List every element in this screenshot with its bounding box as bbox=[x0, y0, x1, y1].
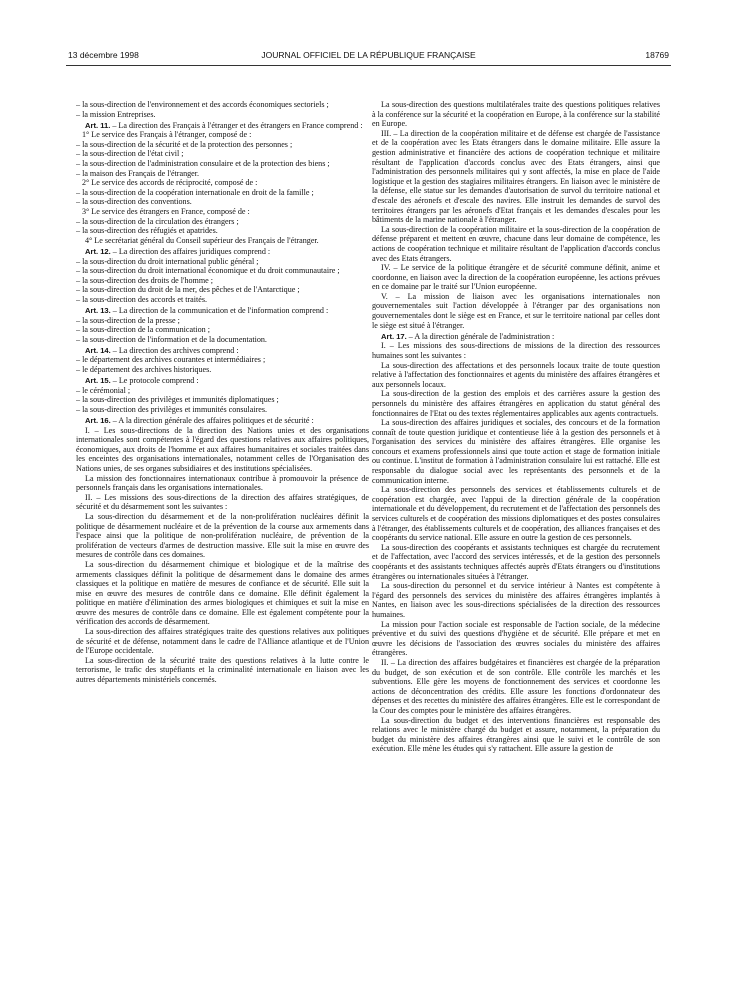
paragraph: II. – La direction des affaires budgétaires et financières est chargée de la préparation du budget, de son exécution et de son contrôle. Elle contrôle les marchés et les subventions. Elle gère les moyens de fonctionnement des services et coordonne les actions de déconcentration des crédits. Elle assure les fonctions d'ordonnateur des dépenses et des recettes du ministère des affaires étrangères. Elle est le correspondant de la Cour des comptes pour le ministère des affaires étrangères. bbox=[372, 657, 660, 715]
list-item: – la mission Entreprises. bbox=[76, 109, 156, 119]
list-item: – la maison des Français de l'étranger. bbox=[76, 168, 200, 178]
list-item: – la sous-direction de l'information et de la documentation. bbox=[76, 334, 267, 344]
article-label: Art. 14. bbox=[85, 345, 111, 355]
paragraph: La sous-direction de la sécurité traite des questions relatives à la lutte contre le terrorisme, le trafic des stupéfiants et la criminalité internationale en liaison avec les autres départements ministériels concernés. bbox=[76, 655, 369, 685]
paragraph: 1° Le service des Français à l'étranger, composé de : bbox=[82, 130, 252, 140]
list-item: – la sous-direction de l'administration consulaire et de la protection des biens ; bbox=[76, 159, 330, 169]
article-text: – A la direction générale des affaires politiques et de sécurité : bbox=[110, 416, 314, 425]
paragraph: V. – La mission de liaison avec les organisations internationales non gouvernementales suit l'action développée à l'étranger par des organisations non gouvernementales dont le siège est en France, et sur le territoire national par celles dont le siège est situé à l'étranger. bbox=[372, 291, 660, 330]
article-paragraph bbox=[76, 416, 369, 426]
list-item: – la sous-direction des privilèges et immunités consulaires. bbox=[76, 404, 268, 414]
list-item: – la sous-direction de la coopération internationale en droit de la famille ; bbox=[76, 187, 314, 197]
article-paragraph bbox=[76, 121, 369, 131]
paragraph: 4° Le secrétariat général du Conseil supérieur des Français de l'étranger. bbox=[85, 235, 319, 245]
article-paragraph bbox=[372, 332, 660, 342]
list-item: – la sous-direction de la presse ; bbox=[76, 315, 180, 325]
paragraph: La sous-direction des coopérants et assistants techniques est chargée du recrutement et de l'affectation, avec l'accord des services intéressés, et de la gestion des personnels coopérants et des assistants techniques affectés auprès d'Etats étrangers ou d'institutions étrangères ou internationales situées à l'étranger. bbox=[372, 542, 660, 581]
list-item: – la sous-direction des privilèges et immunités diplomatiques ; bbox=[76, 395, 279, 405]
paragraph: La sous-direction des affaires stratégiques traite des questions relatives aux politiques de sécurité et de défense, notamment dans le cadre de l'Alliance atlantique et de l'Union de l'Europe occidentale. bbox=[76, 627, 369, 656]
list-item: – la sous-direction de la circulation des étrangers ; bbox=[76, 216, 239, 226]
page-header bbox=[68, 50, 669, 64]
article-text: – La direction des archives comprend : bbox=[110, 345, 239, 355]
article-text: – La direction de la communication et de l'information comprend : bbox=[110, 305, 329, 315]
article-text: – La direction des affaires juridiques comprend : bbox=[110, 246, 271, 256]
paragraph: La sous-direction des personnels des services et établissements culturels et de coopération est chargée, avec l'appui de la direction générale de la coopération internationale et du développement, du recrutement et de l'affectation des personnels des services culturels et de coopération des missions diplomatiques et des postes consulaires à l'étranger, des établissements culturels et de coopération, des alliances françaises et des coopérants du service national. Elle assure en outre la gestion de ces personnels. bbox=[372, 485, 660, 543]
list-item: – la sous-direction des conventions. bbox=[76, 197, 192, 207]
article-label: Art. 17. bbox=[381, 331, 407, 341]
article-label: Art. 12. bbox=[85, 246, 111, 256]
list-item: – la sous-direction du droit international économique et du droit communautaire ; bbox=[76, 266, 340, 276]
paragraph: 2° Le service des accords de réciprocité, composé de : bbox=[82, 178, 258, 188]
list-item: – la sous-direction des accords et traités. bbox=[76, 294, 208, 304]
list-item: – la sous-direction du droit international public général ; bbox=[76, 256, 259, 266]
header-date: 13 décembre 1998 bbox=[68, 50, 139, 60]
paragraph: La sous-direction des questions multilatérales traite des questions politiques relatives à la conférence sur la sécurité et la coopération en Europe, à la conférence sur la stabilité en Europe. bbox=[372, 100, 660, 129]
list-item: – la sous-direction des droits de l'homme ; bbox=[76, 275, 214, 285]
paragraph: III. – La direction de la coopération militaire et de défense est chargée de l'assistance et de la coopération avec les Etats étrangers dans le domaine militaire. Elle assure la gestion administrative et financière des actions de coopération technique et militaire résultant de l'application d'accords conclus avec des Etats étrangers, ainsi que l'administration des personnels militaires qui y sont affectés, la mise en place de l'aide logistique et la gestion des stagiaires militaires étrangers. En liaison avec le ministère de la défense, elle statue sur les demandes d'autorisation de survol du territoire national et d'escale des aéronefs et d'escale des navires. Elle instruit les demandes de survol des territoires étrangers par les aéronefs d'Etat français et les demandes d'escales pour les bâtiments de la marine nationale à l'étranger. bbox=[372, 128, 660, 225]
list-item: – la sous-direction des réfugiés et apatrides. bbox=[76, 226, 218, 236]
paragraph: La mission des fonctionnaires internationaux contribue à promouvoir la présence de personnels français dans les organisations internationales. bbox=[76, 473, 369, 493]
list-item: – la sous-direction de la communication ; bbox=[76, 325, 210, 335]
header-rule bbox=[66, 65, 671, 66]
article-label: Art. 15. bbox=[85, 376, 111, 386]
paragraph: La sous-direction de la coopération militaire et la sous-direction de la coopération de défense préparent et mettent en œuvre, chacune dans leur domaine de compétence, les actions de coopération technique et militaire résultant de l'application d'accords conclus avec des Etats étrangers. bbox=[372, 224, 660, 263]
paragraph: La sous-direction des affaires juridiques et sociales, des concours et de la formation connaît de toute question juridique et contentieuse liée à la gestion des personnels et à l'organisation des services du ministère des affaires étrangères. Elle organise les concours et examens professionnels ainsi que toute action et stage de formation initiale ou continue. L'institut de formation à l'administration consulaire lui est rattaché. Elle est responsable du dialogue social avec les représentants des personnels et de la communication interne. bbox=[372, 418, 660, 485]
article-text: – La direction des Français à l'étranger et des étrangers en France comprend : bbox=[110, 120, 363, 130]
paragraph: La sous-direction de la gestion des emplois et des carrières assure la gestion des personnels du ministère des affaires étrangères en application du statut général des fonctionnaires de l'Etat ou des textes réglementaires applicables aux agents contractuels. bbox=[372, 389, 660, 418]
list-item: – le cérémonial ; bbox=[76, 385, 131, 395]
list-item: – la sous-direction de l'environnement et des accords économiques sectoriels ; bbox=[76, 100, 329, 109]
header-title: JOURNAL OFFICIEL DE LA RÉPUBLIQUE FRANÇAISE bbox=[261, 50, 476, 60]
article-label: Art. 13. bbox=[85, 305, 111, 315]
list-item: – la sous-direction du droit de la mer, des pêches et de l'Antarctique ; bbox=[76, 285, 300, 295]
list-item: – la sous-direction de l'état civil ; bbox=[76, 149, 184, 159]
paragraph: II. – Les missions des sous-directions de la direction des affaires stratégiques, de sécurité et du désarmement sont les suivantes : bbox=[76, 492, 369, 512]
paragraph: La sous-direction des affectations et des personnels locaux traite de toute question relative à l'affectation des fonctionnaires et agents du ministère des affaires étrangères et aux personnels locaux. bbox=[372, 360, 660, 389]
paragraph: 3° Le service des étrangers en France, composé de : bbox=[82, 207, 250, 217]
article-paragraph bbox=[76, 376, 369, 386]
article-label: Art. 11. bbox=[85, 120, 111, 130]
paragraph: La sous-direction du budget et des interventions financières est responsable des relations avec le ministère chargé du budget et assure, notamment, la préparation du budget du ministère des affaires étrangères ainsi que le suivi et le contrôle de son exécution. Elle mène les études qui s'y rattachent. Elle assure la gestion de bbox=[372, 715, 660, 754]
article-text: – Le protocole comprend : bbox=[110, 376, 199, 386]
article-text: – A la direction générale de l'administration : bbox=[406, 331, 555, 341]
article-paragraph bbox=[76, 306, 369, 316]
article-paragraph bbox=[76, 247, 369, 257]
left-column bbox=[76, 100, 369, 980]
paragraph: La mission pour l'action sociale est responsable de l'action sociale, de la médecine préventive et du suivi des questions d'hygiène et de sécurité. Elle prépare et met en œuvre les décisions de l'association des œuvres sociales du ministère des affaires étrangères. bbox=[372, 619, 660, 658]
list-item: – la sous-direction de la sécurité et de la protection des personnes ; bbox=[76, 139, 293, 149]
article-label: Art. 16. bbox=[85, 416, 111, 425]
paragraph: La sous-direction du personnel et du service intérieur à Nantes est compétente à l'égard des personnels des services du ministère des affaires étrangères implantés à Nantes, en liaison avec les sous-directions spécialisées de la direction des ressources humaines. bbox=[372, 581, 660, 619]
paragraph: La sous-direction du désarmement chimique et biologique et de la maîtrise des armements classiques définit la politique de désarmement dans le domaine des armes classiques et la politique en matière de mesures de confiance et de sécurité. Elle suit la mise en œuvre des mesures de contrôle dans ce domaine. Elle définit également la politique en matière d'élimination des armes biologiques et chimiques et suit la mise en œuvre des mesures de contrôle dans ce domaine. Elle est également compétente pour la vérification des accords de désarmement. bbox=[76, 559, 369, 627]
paragraph: I. – Les sous-directions de la direction des Nations unies et des organisations internationales sont compétentes à l'égard des questions relatives aux affaires politiques, économiques, aux droits de l'homme et aux affaires humanitaires et sociales traitées dans les enceintes des organisations internationales, notamment celles de l'Organisation des Nations unies, de ses organes subsidiaires et des institutions spécialisées. bbox=[76, 425, 369, 473]
header-page-number: 18769 bbox=[645, 50, 669, 60]
list-item: – le département des archives courantes et intermédiaires ; bbox=[76, 355, 266, 365]
right-column bbox=[372, 100, 660, 980]
article-paragraph bbox=[76, 346, 369, 356]
list-item: – le département des archives historiques. bbox=[76, 365, 212, 375]
paragraph: IV. – Le service de la politique étrangère et de sécurité commune définit, anime et coordonne, en liaison avec la direction de la coopération européenne, les actions prévues en ce domaine par le traité sur l'Union européenne. bbox=[372, 263, 660, 292]
paragraph: I. – Les missions des sous-directions de missions de la direction des ressources humaines sont les suivantes : bbox=[372, 341, 660, 360]
paragraph: La sous-direction du désarmement et de la non-prolifération nucléaires définit la politique de désarmement nucléaire et de la prévention de la course aux armements dans l'espace ainsi que la politique de non-prolifération nucléaire, de prévention de la prolifération de vecteurs d'armes de destruction massive. Elle suit la mise en œuvre des mesures de contrôle dans ces domaines. bbox=[76, 511, 369, 560]
